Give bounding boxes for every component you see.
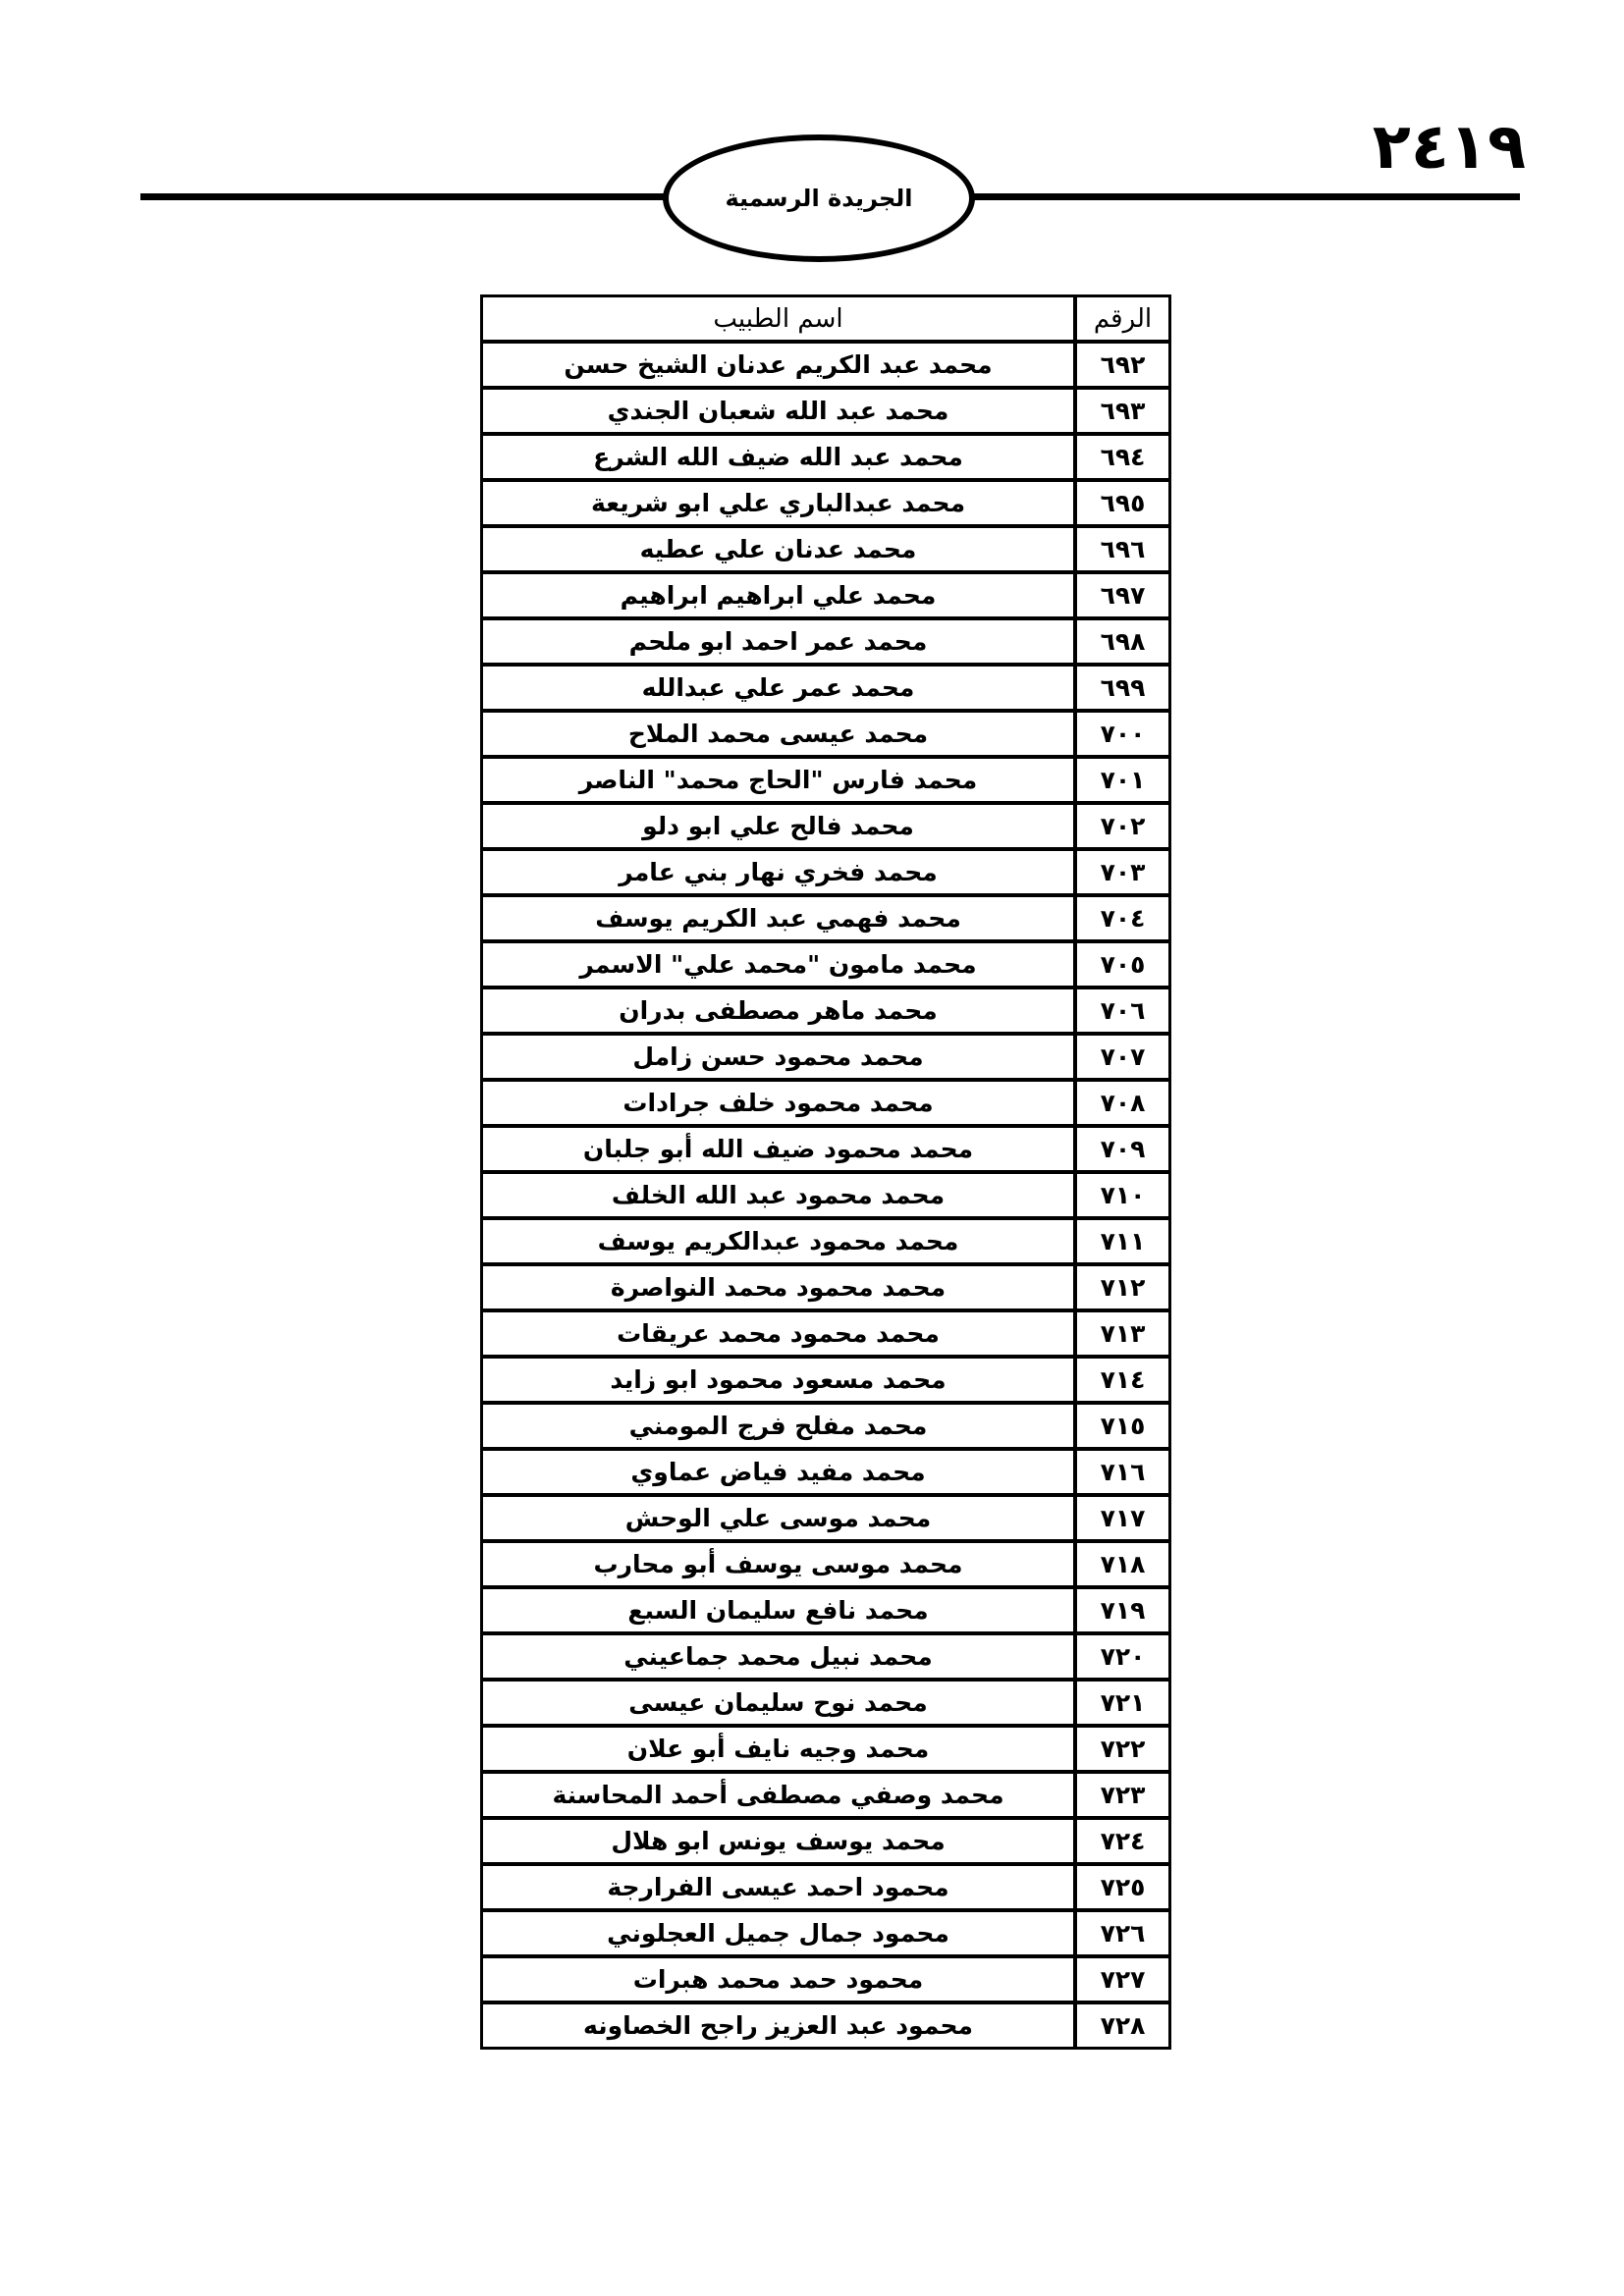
doctor-name-cell: محمد موسى علي الوحش <box>481 1495 1075 1541</box>
doctor-name-cell: محمد فالح علي ابو دلو <box>481 803 1075 849</box>
row-number-cell: ٧٢٤ <box>1075 1818 1170 1864</box>
doctor-name-cell: محمد وصفي مصطفى أحمد المحاسنة <box>481 1772 1075 1818</box>
row-number-cell: ٧١٧ <box>1075 1495 1170 1541</box>
doctor-name-cell: محمد عبد الله ضيف الله الشرع <box>481 434 1075 480</box>
table-row <box>481 1218 1170 1264</box>
row-number-cell: ٦٩٨ <box>1075 618 1170 665</box>
table-row <box>481 1864 1170 1910</box>
doctor-name-cell: محمود عبد العزيز راجح الخصاونه <box>481 2002 1075 2049</box>
table-row <box>481 941 1170 988</box>
table-row <box>481 388 1170 434</box>
row-number-cell: ٧٢٠ <box>1075 1633 1170 1680</box>
table-row <box>481 434 1170 480</box>
doctor-name-cell: محمد فخري نهار بني عامر <box>481 849 1075 895</box>
table-row <box>481 1541 1170 1587</box>
row-number-cell: ٦٩٣ <box>1075 388 1170 434</box>
header-ellipse <box>663 134 975 262</box>
row-number-cell: ٦٩٦ <box>1075 526 1170 572</box>
table-row <box>481 1403 1170 1449</box>
row-number-cell: ٦٩٢ <box>1075 342 1170 388</box>
table-row <box>481 1080 1170 1126</box>
row-number-cell: ٦٩٥ <box>1075 480 1170 526</box>
table-row <box>481 1126 1170 1172</box>
row-number-cell: ٧١٣ <box>1075 1310 1170 1357</box>
doctor-name-cell: محمد محمود خلف جرادات <box>481 1080 1075 1126</box>
table-row <box>481 988 1170 1034</box>
doctor-name-cell: محمد مفيد فياض عماوي <box>481 1449 1075 1495</box>
row-number-cell: ٦٩٤ <box>1075 434 1170 480</box>
table-row <box>481 526 1170 572</box>
doctor-name-cell: محمد علي ابراهيم ابراهيم <box>481 572 1075 618</box>
column-header-name: اسم الطبيب <box>481 295 1075 342</box>
doctor-name-cell: محمد نبيل محمد جماعيني <box>481 1633 1075 1680</box>
row-number-cell: ٧١٤ <box>1075 1357 1170 1403</box>
row-number-cell: ٧١٩ <box>1075 1587 1170 1633</box>
row-number-cell: ٧٠١ <box>1075 757 1170 803</box>
doctor-name-cell: محمد نوح سليمان عيسى <box>481 1680 1075 1726</box>
doctor-name-cell: محمد عمر احمد ابو ملحم <box>481 618 1075 665</box>
table-row <box>481 2002 1170 2049</box>
doctor-name-cell: محمود جمال جميل العجلوني <box>481 1910 1075 1956</box>
row-number-cell: ٧٢٣ <box>1075 1772 1170 1818</box>
row-number-cell: ٧١٨ <box>1075 1541 1170 1587</box>
row-number-cell: ٧٢٨ <box>1075 2002 1170 2049</box>
doctor-name-cell: محمود احمد عيسى الفرارجة <box>481 1864 1075 1910</box>
table-row <box>481 572 1170 618</box>
row-number-cell: ٧١٥ <box>1075 1403 1170 1449</box>
doctor-name-cell: محمد يوسف يونس ابو هلال <box>481 1818 1075 1864</box>
doctor-name-cell: محمد محمود محمد عريقات <box>481 1310 1075 1357</box>
row-number-cell: ٧٢٥ <box>1075 1864 1170 1910</box>
table-row <box>481 1956 1170 2002</box>
row-number-cell: ٧٠٢ <box>1075 803 1170 849</box>
doctor-name-cell: محمد محمود عبد الله الخلف <box>481 1172 1075 1218</box>
table-row <box>481 1680 1170 1726</box>
row-number-cell: ٧٢٧ <box>1075 1956 1170 2002</box>
doctor-name-cell: محمد مسعود محمود ابو زايد <box>481 1357 1075 1403</box>
page-number: ٢٤١٩ <box>1372 111 1526 184</box>
table-row <box>481 1357 1170 1403</box>
table-row <box>481 1587 1170 1633</box>
row-number-cell: ٧٠٥ <box>1075 941 1170 988</box>
row-number-cell: ٧٠٦ <box>1075 988 1170 1034</box>
doctor-name-cell: محمد وجيه نايف أبو علان <box>481 1726 1075 1772</box>
table-row <box>481 1633 1170 1680</box>
doctor-name-cell: محمد محمود محمد النواصرة <box>481 1264 1075 1310</box>
table-row <box>481 480 1170 526</box>
doctor-name-cell: محمد محمود عبدالكريم يوسف <box>481 1218 1075 1264</box>
table-body <box>481 342 1170 2049</box>
doctor-name-cell: محمد عبدالباري علي ابو شريعة <box>481 480 1075 526</box>
doctor-name-cell: محمد محمود ضيف الله أبو جلبان <box>481 1126 1075 1172</box>
row-number-cell: ٧٠٠ <box>1075 711 1170 757</box>
doctor-name-cell: محمد فارس "الحاج محمد" الناصر <box>481 757 1075 803</box>
table-row <box>481 1172 1170 1218</box>
table-row <box>481 1449 1170 1495</box>
doctor-name-cell: محمود حمد محمد هبرات <box>481 1956 1075 2002</box>
row-number-cell: ٧٢١ <box>1075 1680 1170 1726</box>
table-header-row <box>481 295 1170 342</box>
doctor-name-cell: محمد فهمي عبد الكريم يوسف <box>481 895 1075 941</box>
publication-title: الجريدة الرسمية <box>725 185 913 212</box>
table-row <box>481 1910 1170 1956</box>
doctor-name-cell: محمد ماهر مصطفى بدران <box>481 988 1075 1034</box>
row-number-cell: ٧٢٦ <box>1075 1910 1170 1956</box>
table-row <box>481 1818 1170 1864</box>
row-number-cell: ٧١١ <box>1075 1218 1170 1264</box>
table-row <box>481 849 1170 895</box>
row-number-cell: ٧٠٧ <box>1075 1034 1170 1080</box>
row-number-cell: ٧١٦ <box>1075 1449 1170 1495</box>
table-row <box>481 1034 1170 1080</box>
row-number-cell: ٧١٠ <box>1075 1172 1170 1218</box>
doctor-name-cell: محمد عيسى محمد الملاح <box>481 711 1075 757</box>
row-number-cell: ٧١٢ <box>1075 1264 1170 1310</box>
doctor-name-cell: محمد نافع سليمان السبع <box>481 1587 1075 1633</box>
table-row <box>481 1726 1170 1772</box>
doctor-name-cell: محمد مامون "محمد علي" الاسمر <box>481 941 1075 988</box>
row-number-cell: ٧٠٨ <box>1075 1080 1170 1126</box>
row-number-cell: ٧٢٢ <box>1075 1726 1170 1772</box>
table-row <box>481 1310 1170 1357</box>
table-row <box>481 665 1170 711</box>
table-row <box>481 342 1170 388</box>
doctor-name-cell: محمد موسى يوسف أبو محارب <box>481 1541 1075 1587</box>
column-header-number: الرقم <box>1075 295 1170 342</box>
row-number-cell: ٦٩٩ <box>1075 665 1170 711</box>
doctor-name-cell: محمد عدنان علي عطيه <box>481 526 1075 572</box>
row-number-cell: ٧٠٤ <box>1075 895 1170 941</box>
table-row <box>481 711 1170 757</box>
row-number-cell: ٦٩٧ <box>1075 572 1170 618</box>
doctor-name-cell: محمد عمر علي عبدالله <box>481 665 1075 711</box>
doctor-name-cell: محمد عبد الكريم عدنان الشيخ حسن <box>481 342 1075 388</box>
doctor-name-cell: محمد محمود حسن زامل <box>481 1034 1075 1080</box>
table-row <box>481 1495 1170 1541</box>
table-row <box>481 895 1170 941</box>
table-row <box>481 1264 1170 1310</box>
doctor-name-cell: محمد مفلح فرج المومني <box>481 1403 1075 1449</box>
doctors-table <box>480 294 1171 2050</box>
table-row <box>481 803 1170 849</box>
doctor-name-cell: محمد عبد الله شعبان الجندي <box>481 388 1075 434</box>
table-row <box>481 618 1170 665</box>
row-number-cell: ٧٠٩ <box>1075 1126 1170 1172</box>
table-row <box>481 1772 1170 1818</box>
table-row <box>481 757 1170 803</box>
row-number-cell: ٧٠٣ <box>1075 849 1170 895</box>
